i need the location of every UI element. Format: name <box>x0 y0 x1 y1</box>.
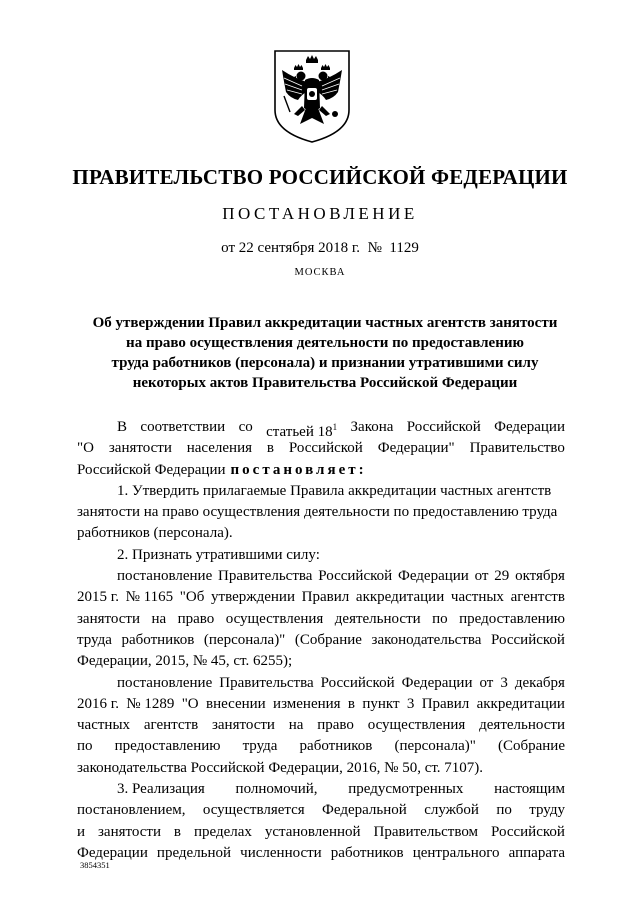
double-headed-eagle-icon <box>272 48 352 144</box>
item-3-line: постановлением, осуществляется Федеральной службой по труду <box>77 802 565 819</box>
act-1-line: занятости на право осуществления деятельности по предоставлению <box>77 610 565 627</box>
document-code: 3854351 <box>80 860 110 870</box>
document-body <box>77 417 565 864</box>
item-3-line: Федерации предельной численности работников центрального аппарата <box>77 844 565 861</box>
item-3-line: и занятости в пределах установленной Правительством Российской <box>77 823 565 840</box>
document-city: МОСКВА <box>294 267 346 278</box>
act-2-line: по предоставлению труда работников (персонала)" (Собрание <box>77 738 565 755</box>
act-2-line: 2016 г. № 1289 "О внесении изменения в пункт 3 Правил аккредитации <box>77 695 565 712</box>
document-date-number <box>0 238 640 258</box>
act-2-line: постановление Правительства Российской Федерации от 3 декабря <box>117 674 565 691</box>
act-1-line: Федерации, 2015, № 45, ст. 6255); <box>77 653 293 670</box>
document-number: 1129 <box>389 240 419 256</box>
document-type: ПОСТАНОВЛЕНИЕ <box>222 204 418 223</box>
government-title: ПРАВИТЕЛЬСТВО РОССИЙСКОЙ ФЕДЕРАЦИИ <box>72 165 568 189</box>
item-3-line: 3. Реализация полномочий, предусмотренных настоящим <box>117 781 565 798</box>
act-2-line: законодательства Российской Федерации, 2016, № 50, ст. 7107). <box>77 759 484 776</box>
document-date: от 22 сентября 2018 г. <box>221 240 361 256</box>
number-sign: № <box>367 240 382 256</box>
resolves-word: постановляет: <box>230 461 367 478</box>
item-1-line: занятости на право осуществления деятельности по предоставлению труда <box>77 504 558 521</box>
coat-of-arms-icon <box>272 48 352 144</box>
act-1-line: 2015 г. № 1165 "Об утверждении Правил аккредитации частных агентств <box>77 589 565 606</box>
act-1-line: труда работников (персонала)" (Собрание законодательства Российской <box>77 631 565 648</box>
item-1-line: 1. Утвердить прилагаемые Правила аккредитации частных агентств <box>117 482 552 499</box>
document-subject <box>80 313 570 393</box>
preamble-line-1: В соответствии со статьей $18^1$ Закона Российской Федерации <box>117 419 565 440</box>
article-reference: статьей $18^1$ <box>266 422 338 440</box>
item-1-line: работников (персонала). <box>77 525 233 542</box>
subject-line: труда работников (персонала) и признании утратившими силу <box>111 355 539 371</box>
item-2-heading: 2. Признать утратившими силу: <box>117 546 320 563</box>
subject-line: Об утверждении Правил аккредитации частных агентств занятости <box>92 315 558 331</box>
act-1-line: постановление Правительства Российской Федерации от 29 октября <box>117 568 565 585</box>
preamble-line-2: "О занятости населения в Российской Федерации" Правительство <box>77 440 565 457</box>
article-superscript: 1 <box>332 422 338 432</box>
subject-line: на право осуществления деятельности по предоставлению <box>126 335 524 351</box>
preamble-line-3: Российской Федерации постановляет: <box>77 460 565 481</box>
subject-line: некоторых актов Правительства Российской Федерации <box>132 375 518 391</box>
act-2-line: частных агентств занятости на право осуществления деятельности <box>77 717 565 734</box>
